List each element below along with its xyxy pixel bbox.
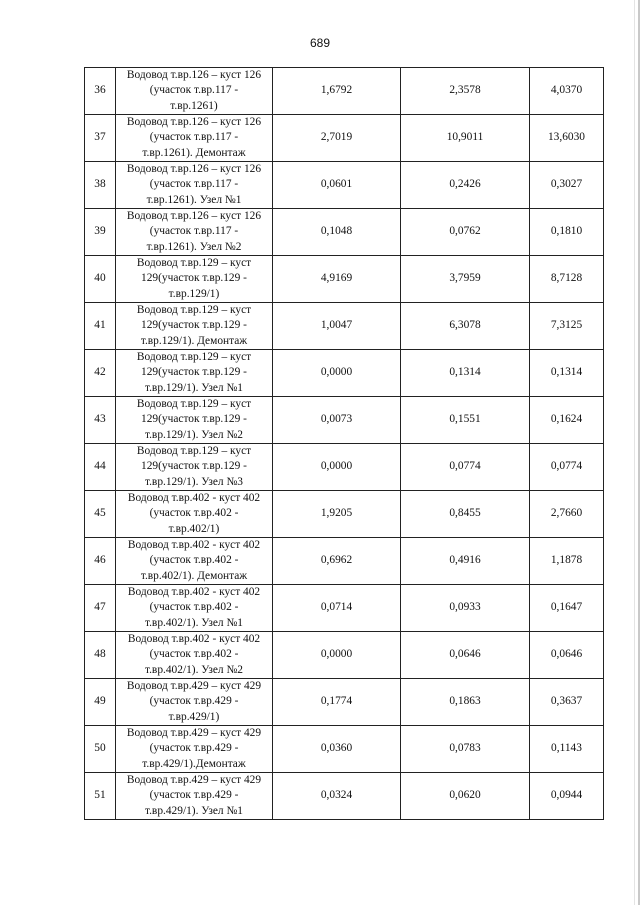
object-name-line: т.вр.129/1). Узел №1 [144, 381, 244, 394]
object-name-line: т.вр.429/1) [168, 710, 220, 723]
object-name-line: т.вр.129/1). Узел №2 [144, 428, 244, 441]
value-cell-1: 1,6792 [273, 68, 401, 115]
value-cell-2: 10,9011 [401, 115, 530, 162]
value-cell-2: 6,3078 [401, 303, 530, 350]
value-cell-2: 0,0774 [401, 444, 530, 491]
row-number-cell: 48 [85, 632, 116, 679]
object-name-line: Водовод т.вр.402 - куст 402 [127, 492, 261, 505]
object-name-line: т.вр.129/1). Узел №3 [144, 475, 244, 488]
row-number-cell: 44 [85, 444, 116, 491]
table-row [85, 585, 604, 632]
object-name-cell [116, 679, 273, 726]
table-row [85, 256, 604, 303]
object-name-line: т.вр.402/1). Демонтаж [140, 569, 248, 582]
object-name-line: Водовод т.вр.129 – куст [136, 257, 252, 270]
value-cell-2: 0,0933 [401, 585, 530, 632]
object-name-cell [116, 491, 273, 538]
object-name-line: (участок т.вр.429 - [149, 695, 239, 708]
row-number-cell: 40 [85, 256, 116, 303]
row-number-cell: 36 [85, 68, 116, 115]
object-name-cell [116, 115, 273, 162]
object-name-line: т.вр.402/1). Узел №2 [144, 663, 244, 676]
value-cell-1: 1,9205 [273, 491, 401, 538]
value-cell-2: 0,0646 [401, 632, 530, 679]
table-row [85, 162, 604, 209]
object-name-line: т.вр.129/1). Демонтаж [140, 334, 248, 347]
object-name-line: (участок т.вр.429 - [149, 789, 239, 802]
value-cell-2: 0,8455 [401, 491, 530, 538]
value-cell-1: 0,1048 [273, 209, 401, 256]
object-name-line: (участок т.вр.117 - [149, 131, 239, 144]
value-cell-total: 13,6030 [530, 115, 604, 162]
row-number-cell: 43 [85, 397, 116, 444]
value-cell-total: 0,0944 [530, 773, 604, 820]
value-cell-1: 4,9169 [273, 256, 401, 303]
value-cell-1: 0,6962 [273, 538, 401, 585]
table-row [85, 209, 604, 256]
value-cell-1: 2,7019 [273, 115, 401, 162]
object-name-cell [116, 162, 273, 209]
object-name-line: т.вр.402/1). Узел №1 [144, 616, 244, 629]
value-cell-1: 0,1774 [273, 679, 401, 726]
object-name-line: Водовод т.вр.129 – куст [136, 351, 252, 364]
object-name-line: 129(участок т.вр.129 - [141, 319, 247, 332]
object-name-line: (участок т.вр.117 - [149, 225, 239, 238]
object-name-line: Водовод т.вр.129 – куст [136, 398, 252, 411]
row-number-cell: 39 [85, 209, 116, 256]
row-number-cell: 38 [85, 162, 116, 209]
value-cell-total: 0,1143 [530, 726, 604, 773]
object-name-cell [116, 632, 273, 679]
object-name-line: (участок т.вр.402 - [149, 507, 239, 520]
value-cell-total: 2,7660 [530, 491, 604, 538]
value-cell-1: 0,0000 [273, 350, 401, 397]
object-name-cell [116, 209, 273, 256]
object-name-cell [116, 397, 273, 444]
table-row [85, 350, 604, 397]
object-name-cell [116, 726, 273, 773]
object-name-line: т.вр.429/1).Демонтаж [142, 757, 246, 770]
object-name-line: (участок т.вр.429 - [149, 742, 239, 755]
object-name-line: Водовод т.вр.402 - куст 402 [127, 539, 261, 552]
row-number-cell: 49 [85, 679, 116, 726]
row-number-cell: 50 [85, 726, 116, 773]
value-cell-2: 3,7959 [401, 256, 530, 303]
page-number: 689 [309, 36, 331, 50]
row-number-cell: 46 [85, 538, 116, 585]
value-cell-total: 7,3125 [530, 303, 604, 350]
table-row [85, 397, 604, 444]
object-name-cell [116, 538, 273, 585]
value-cell-1: 1,0047 [273, 303, 401, 350]
object-name-line: т.вр.1261). Узел №2 [146, 240, 242, 253]
object-name-line: (участок т.вр.117 - [149, 178, 239, 191]
object-name-cell [116, 256, 273, 303]
value-cell-1: 0,0360 [273, 726, 401, 773]
object-name-line: Водовод т.вр.126 – куст 126 [126, 210, 262, 223]
row-number-cell: 47 [85, 585, 116, 632]
row-number-cell: 41 [85, 303, 116, 350]
object-name-cell [116, 444, 273, 491]
value-cell-total: 0,1810 [530, 209, 604, 256]
value-cell-total: 1,1878 [530, 538, 604, 585]
object-name-line: 129(участок т.вр.129 - [141, 272, 247, 285]
table-row [85, 538, 604, 585]
value-cell-2: 0,1863 [401, 679, 530, 726]
object-name-cell [116, 303, 273, 350]
table-row [85, 726, 604, 773]
object-name-line: Водовод т.вр.429 – куст 429 [126, 680, 262, 693]
object-name-line: т.вр.429/1). Узел №1 [144, 804, 244, 817]
object-name-line: т.вр.129/1) [168, 287, 220, 300]
object-name-line: Водовод т.вр.402 - куст 402 [127, 586, 261, 599]
scan-edge-shadow [634, 0, 635, 905]
value-cell-total: 0,1624 [530, 397, 604, 444]
value-cell-2: 0,1551 [401, 397, 530, 444]
value-cell-total: 0,1314 [530, 350, 604, 397]
value-cell-2: 0,2426 [401, 162, 530, 209]
value-cell-1: 0,0601 [273, 162, 401, 209]
row-number-cell: 51 [85, 773, 116, 820]
value-cell-2: 0,1314 [401, 350, 530, 397]
data-table [84, 67, 604, 820]
table-row [85, 303, 604, 350]
object-name-line: т.вр.1261) [170, 99, 218, 112]
object-name-cell [116, 585, 273, 632]
value-cell-total: 0,0646 [530, 632, 604, 679]
row-number-cell: 45 [85, 491, 116, 538]
object-name-line: (участок т.вр.402 - [149, 648, 239, 661]
object-name-line: Водовод т.вр.129 – куст [136, 304, 252, 317]
value-cell-total: 0,3637 [530, 679, 604, 726]
table-row [85, 632, 604, 679]
value-cell-total: 4,0370 [530, 68, 604, 115]
object-name-line: Водовод т.вр.429 – куст 429 [126, 774, 262, 787]
object-name-line: Водовод т.вр.126 – куст 126 [126, 163, 262, 176]
object-name-line: (участок т.вр.402 - [149, 601, 239, 614]
table-row [85, 115, 604, 162]
value-cell-1: 0,0714 [273, 585, 401, 632]
object-name-line: 129(участок т.вр.129 - [141, 413, 247, 426]
object-name-line: Водовод т.вр.429 – куст 429 [126, 727, 262, 740]
object-name-line: (участок т.вр.402 - [149, 554, 239, 567]
object-name-line: 129(участок т.вр.129 - [141, 366, 247, 379]
value-cell-total: 8,7128 [530, 256, 604, 303]
value-cell-total: 0,3027 [530, 162, 604, 209]
object-name-line: 129(участок т.вр.129 - [141, 460, 247, 473]
table-row [85, 68, 604, 115]
value-cell-total: 0,1647 [530, 585, 604, 632]
row-number-cell: 42 [85, 350, 116, 397]
object-name-line: т.вр.1261). Узел №1 [146, 193, 242, 206]
table-row [85, 444, 604, 491]
value-cell-1: 0,0000 [273, 632, 401, 679]
object-name-cell [116, 350, 273, 397]
table-row [85, 679, 604, 726]
value-cell-2: 0,0762 [401, 209, 530, 256]
value-cell-2: 0,0783 [401, 726, 530, 773]
value-cell-1: 0,0073 [273, 397, 401, 444]
object-name-line: т.вр.402/1) [168, 522, 220, 535]
value-cell-total: 0,0774 [530, 444, 604, 491]
object-name-line: Водовод т.вр.126 – куст 126 [126, 116, 262, 129]
object-name-cell [116, 773, 273, 820]
object-name-line: (участок т.вр.117 - [149, 84, 239, 97]
value-cell-2: 0,4916 [401, 538, 530, 585]
value-cell-1: 0,0324 [273, 773, 401, 820]
object-name-line: Водовод т.вр.402 - куст 402 [127, 633, 261, 646]
object-name-line: Водовод т.вр.129 – куст [136, 445, 252, 458]
table-row [85, 491, 604, 538]
value-cell-1: 0,0000 [273, 444, 401, 491]
object-name-cell [116, 68, 273, 115]
value-cell-2: 2,3578 [401, 68, 530, 115]
object-name-line: т.вр.1261). Демонтаж [142, 146, 246, 159]
value-cell-2: 0,0620 [401, 773, 530, 820]
table-body [85, 68, 604, 820]
table-row [85, 773, 604, 820]
row-number-cell: 37 [85, 115, 116, 162]
object-name-line: Водовод т.вр.126 – куст 126 [126, 69, 262, 82]
